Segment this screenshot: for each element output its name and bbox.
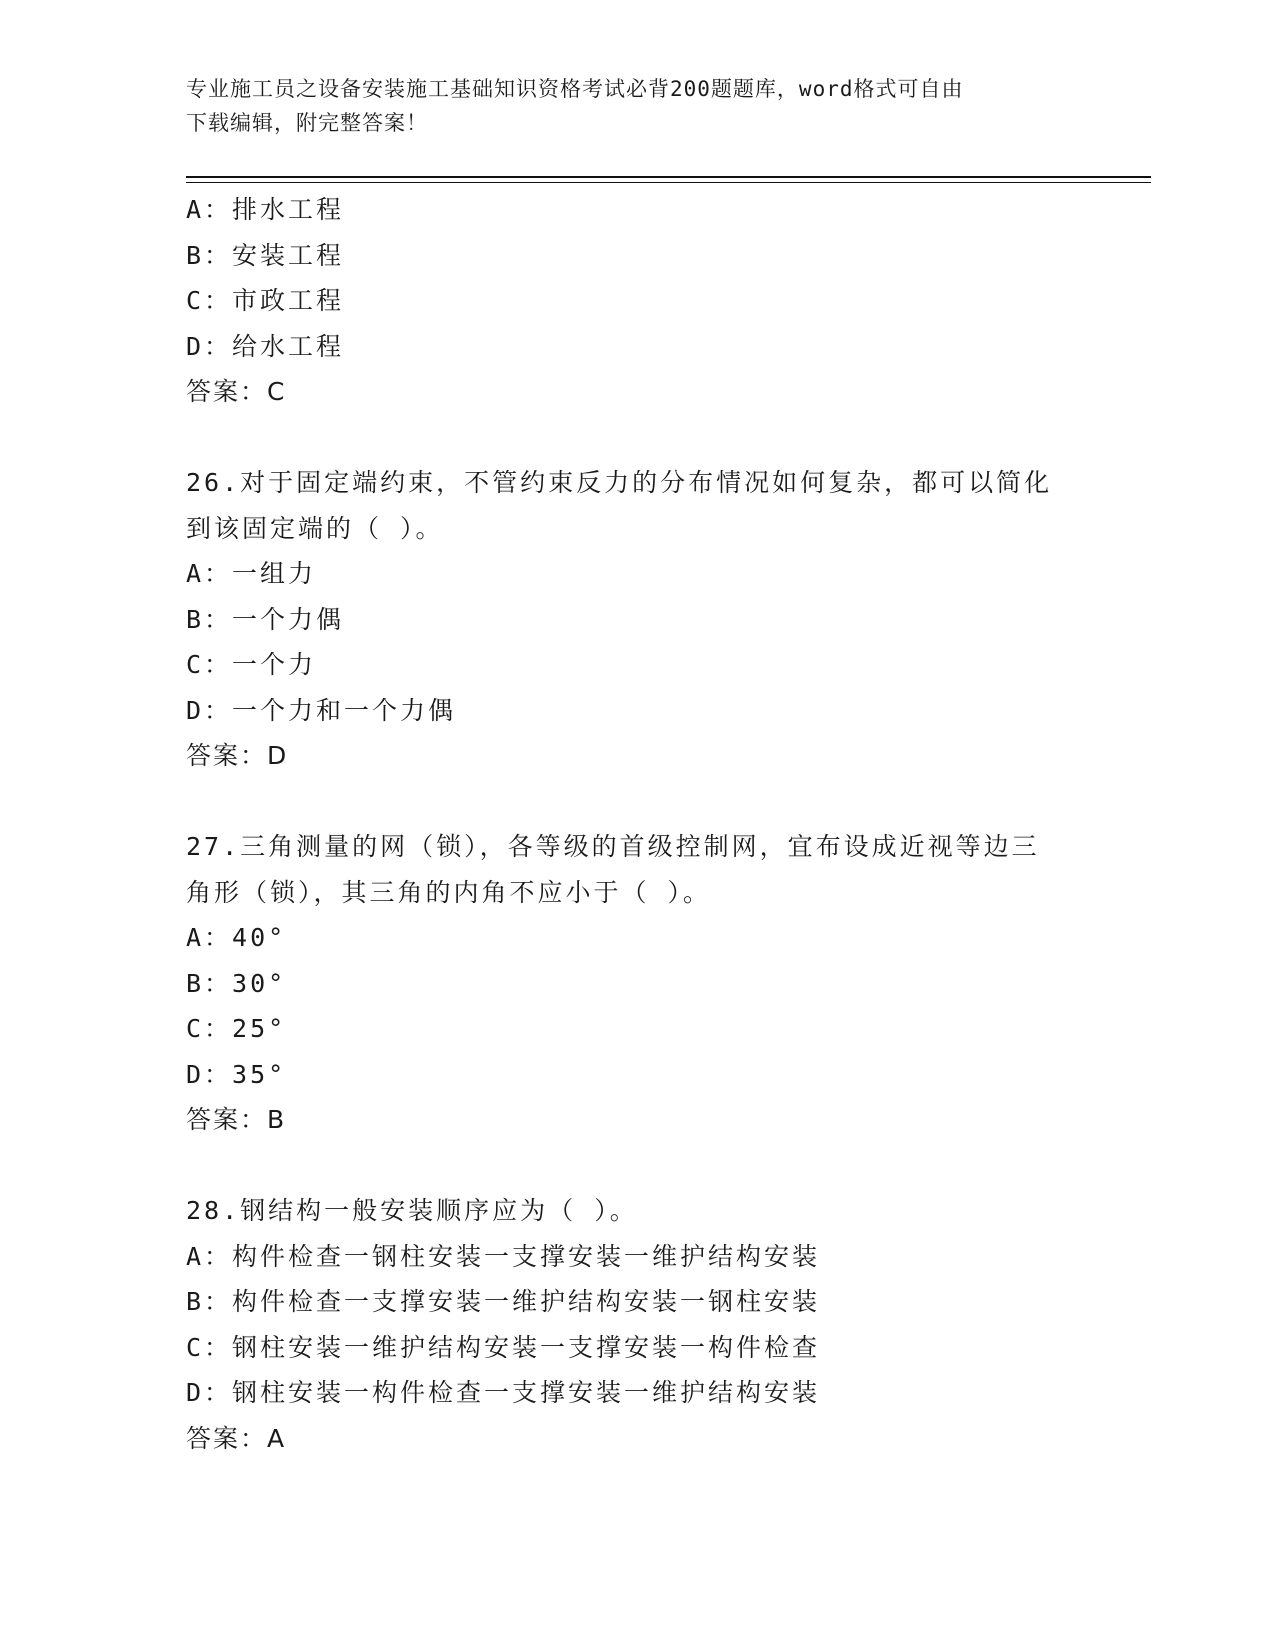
answer-line: 答案：C [186,377,287,406]
option-a: A：构件检查一钢柱安装一支撑安装一维护结构安装 [186,1241,821,1271]
header-line-1: 专业施工员之设备安装施工基础知识资格考试必背200题题库，word格式可自由 [186,77,964,101]
option-d: D：给水工程 [186,331,345,361]
answer-line: 答案：A [186,1423,287,1453]
answer-line: 答案：D [186,741,289,770]
header-divider-thick [186,176,1151,178]
option-b: B：一个力偶 [186,604,345,634]
option-b: B：30° [186,968,287,998]
option-a: A：排水工程 [186,195,345,224]
option-a: A：40° [186,923,287,952]
question-stem: 28.钢结构一般安装顺序应为（ ）。 [186,1196,638,1225]
option-c: C：钢柱安装一维护结构安装一支撑安装一构件检查 [186,1332,821,1362]
spacer [186,779,1086,825]
question-block-26 [186,460,1086,779]
question-stem: 27.三角测量的网（锁），各等级的首级控制网，宜布设成近视等边三 [186,832,1040,861]
option-d: D：一个力和一个力偶 [186,695,457,725]
document-header [186,72,1086,140]
option-b: B：安装工程 [186,240,345,270]
option-d: D：钢柱安装一构件检查一支撑安装一维护结构安装 [186,1378,821,1407]
option-b: B：构件检查一支撑安装一维护结构安装一钢柱安装 [186,1287,821,1316]
header-line-2: 下载编辑，附完整答案！ [186,111,428,135]
question-list [186,187,1086,1461]
answer-line: 答案：B [186,1105,287,1134]
question-block-27 [186,824,1086,1143]
spacer [186,415,1086,461]
question-stem: 26.对于固定端约束，不管约束反力的分布情况如何复杂，都可以简化 [186,468,1053,497]
question-stem-cont: 到该固定端的（ ）。 [186,513,444,543]
question-block-prev [186,187,1086,415]
option-a: A：一组力 [186,559,317,588]
header-divider-thin [186,182,1151,183]
option-c: C：市政工程 [186,286,345,315]
option-c: C：一个力 [186,650,317,679]
option-c: C：25° [186,1014,287,1043]
spacer [186,1143,1086,1189]
question-stem-cont: 角形（锁），其三角的内角不应小于（ ）。 [186,877,712,907]
option-d: D：35° [186,1059,287,1089]
question-block-28 [186,1188,1086,1461]
